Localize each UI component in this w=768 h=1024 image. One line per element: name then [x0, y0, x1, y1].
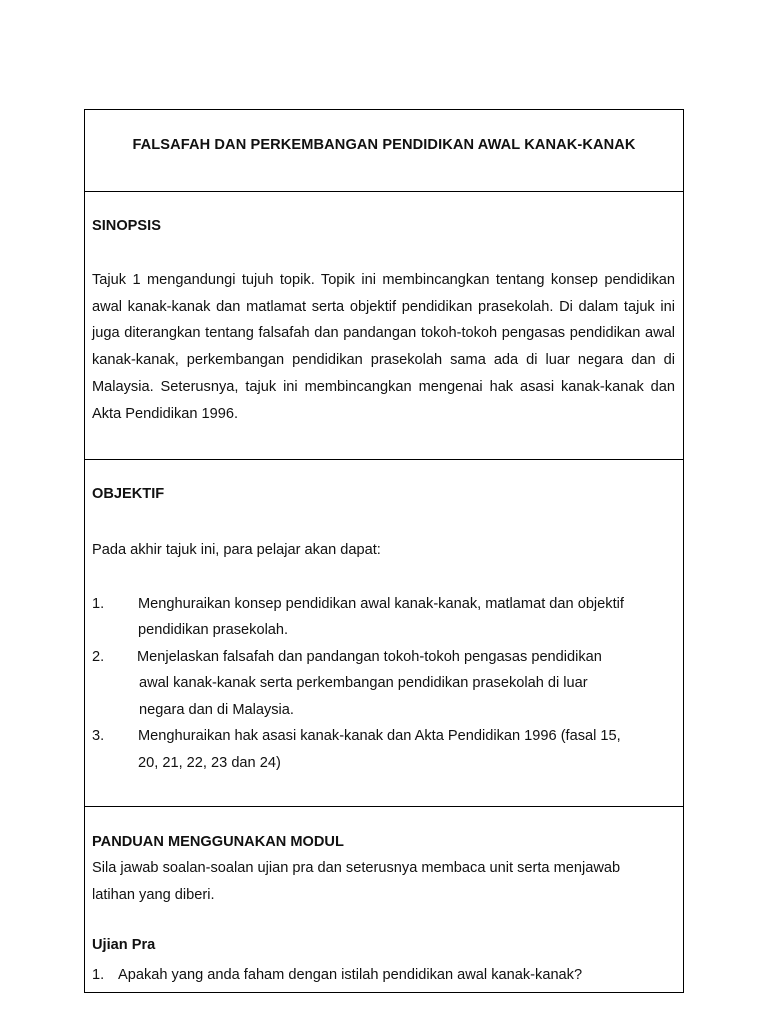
sinopsis-heading: SINOPSIS — [92, 218, 161, 234]
objektif-item-3-line-1: Menghuraikan hak asasi kanak-kanak dan Akta Pendidikan 1996 (fasal 15, — [138, 728, 621, 744]
sinopsis-text: Tajuk 1 mengandungi tujuh topik. Topik ini membincangkan tentang konsep pendidikan awal kanak-kanak dan matlamat serta objektif pendidikan prasekolah. Di dalam tajuk ini juga diterangkan tentang falsafah dan pandangan tokoh-tokoh pengasas pendidikan awal kanak-kanak, perkembangan pendidikan prasekolah sama ada di luar negara dan di Malaysia. Seterusnya, tajuk ini membincangkan mengenai hak asasi kanak-kanak dan Akta Pendidikan 1996. — [92, 272, 675, 422]
document-title: FALSAFAH DAN PERKEMBANGAN PENDIDIKAN AWAL KANAK-KANAK — [132, 137, 636, 153]
panduan-line-2: latihan yang diberi. — [92, 887, 215, 903]
panduan-heading: PANDUAN MENGGUNAKAN MODUL — [92, 834, 344, 850]
objektif-item-1-line-1: Menghuraikan konsep pendidikan awal kanak-kanak, matlamat dan objektif — [138, 596, 624, 612]
objektif-item-3-number: 3. — [92, 728, 105, 744]
title-row — [85, 110, 683, 191]
panduan-line-1: Sila jawab soalan-soalan ujian pra dan seterusnya membaca unit serta menjawab — [92, 860, 621, 876]
objektif-section — [85, 459, 683, 806]
objektif-item-1-number: 1. — [92, 596, 105, 612]
objektif-item-2-number: 2. — [92, 649, 105, 665]
ujian-question-1-number: 1. — [92, 967, 105, 983]
objektif-item-2-line-3: negara dan di Malaysia. — [139, 702, 294, 718]
panduan-section — [85, 806, 683, 994]
objektif-item-2-line-2: awal kanak-kanak serta perkembangan pendidikan prasekolah di luar — [139, 675, 588, 691]
objektif-item-2-line-1: Menjelaskan falsafah dan pandangan tokoh-tokoh pengasas pendidikan — [137, 649, 602, 665]
objektif-heading: OBJEKTIF — [92, 486, 165, 502]
sinopsis-section — [85, 191, 683, 459]
ujian-pra-heading: Ujian Pra — [92, 937, 156, 953]
objektif-item-3-line-2: 20, 21, 22, 23 dan 24) — [138, 755, 281, 771]
ujian-question-1-text: Apakah yang anda faham dengan istilah pendidikan awal kanak-kanak? — [118, 967, 583, 983]
objektif-intro: Pada akhir tajuk ini, para pelajar akan dapat: — [92, 542, 381, 558]
module-table — [84, 109, 684, 993]
objektif-item-1-line-2: pendidikan prasekolah. — [138, 622, 289, 638]
